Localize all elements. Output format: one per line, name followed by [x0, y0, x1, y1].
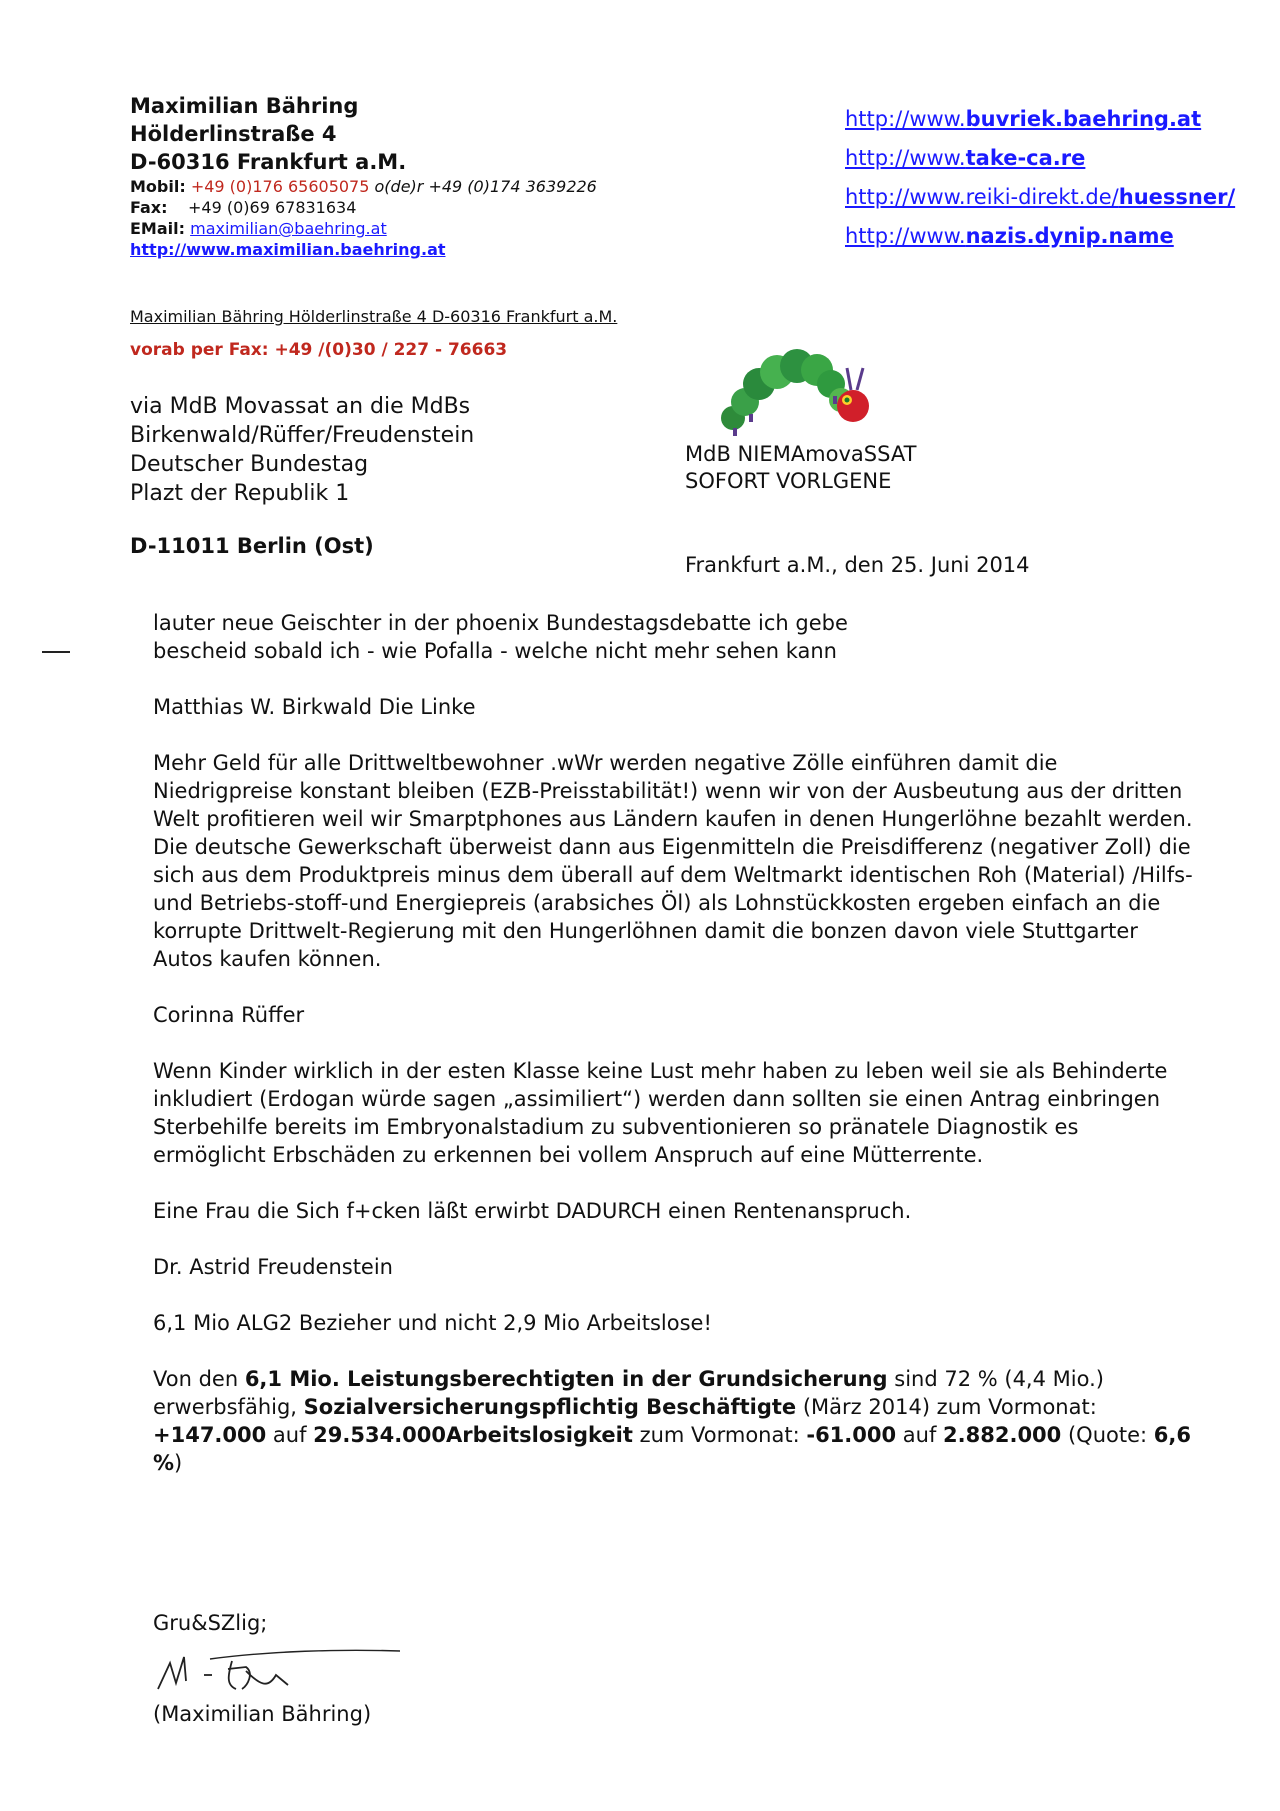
sender-website	[130, 239, 750, 260]
mobil-or: o(de)r	[374, 177, 424, 196]
link-buvriek[interactable]: http://www.buvriek.baehring.at	[845, 107, 1202, 131]
heading-rueffer: Corinna Rüffer	[153, 1003, 305, 1027]
letter-body	[153, 609, 1193, 1477]
right-links	[845, 100, 1235, 256]
mobil-number: +49 (0)176 65605075	[190, 177, 370, 196]
paragraph-4: 6,1 Mio ALG2 Bezieher und nicht 2,9 Mio Arbeitslose!	[153, 1311, 712, 1335]
sender-block	[130, 92, 750, 260]
sender-mobil	[130, 176, 750, 197]
handwritten-signature	[150, 1645, 410, 1703]
fold-mark	[42, 651, 70, 653]
link-reiki[interactable]: http://www.reiki-direkt.de/huessner/	[845, 185, 1236, 209]
fax-number: +49 (0)69 67831634	[188, 198, 357, 217]
closing: Gru&SZlig;	[153, 1611, 268, 1635]
sender-name: Maximilian Bähring	[130, 94, 359, 118]
mobil-label: Mobil:	[130, 177, 186, 196]
sender-street: Hölderlinstraße 4	[130, 122, 337, 146]
fax-notice-label: vorab per Fax:	[130, 340, 269, 360]
fax-notice	[130, 340, 507, 360]
fax-notice-number: +49 /(0)30 / 227 - 76663	[274, 340, 508, 360]
note-line-2: SOFORT VORLGENE	[685, 469, 892, 493]
note-text	[685, 441, 916, 495]
recipient-line-3: Deutscher Bundestag	[130, 452, 369, 477]
stats-paragraph: Von den 6,1 Mio. Leistungsberechtigten in der Grundsicherung sind 72 % (4,4 Mio.) erwerbsfähig, Sozialversicherungspflichtig Beschäftigte (März 2014) zum Vormonat: +147.000 auf 29.534.000Arbeitslosigkeit zum Vormonat: -61.000 auf 2.882.000 (Quote: 6,6 %)	[153, 1367, 1191, 1475]
paragraph-2: Wenn Kinder wirklich in der esten Klasse keine Lust mehr haben zu leben weil sie als Behinderte inkludiert (Erdogan würde sagen „assimiliert“) werden dann sollten sie einen Antrag einbringen Sterbehilfe bereits im Embryonalstadium zu subventionieren so pränatele Diagnostik es ermöglicht Erbschäden zu erkennen bei vollem Anspruch auf eine Mütterrente.	[153, 1059, 1168, 1167]
recipient-line-1: via MdB Movassat an die MdBs	[130, 394, 471, 419]
email-link[interactable]: maximilian@baehring.at	[190, 219, 387, 238]
intro-line-1: lauter neue Geischter in der phoenix Bundestagsdebatte ich gebe	[153, 611, 848, 635]
intro-line-2: bescheid sobald ich - wie Pofalla - welche nicht mehr sehen kann	[153, 639, 837, 663]
sender-fax	[130, 197, 750, 218]
heading-birkwald: Matthias W. Birkwald Die Linke	[153, 695, 476, 719]
note-line-1: MdB NIEMAmovaSSAT	[685, 442, 917, 466]
heading-freudenstein: Dr. Astrid Freudenstein	[153, 1255, 393, 1279]
return-address: Maximilian Bähring Hölderlinstraße 4 D-60316 Frankfurt a.M.	[130, 307, 618, 326]
link-nazis-dynip[interactable]: http://www.nazis.dynip.name	[845, 224, 1174, 248]
recipient-city: D-11011 Berlin (Ost)	[130, 534, 374, 558]
recipient-address	[130, 392, 474, 508]
link-take-care[interactable]: http://www.take-ca.re	[845, 146, 1086, 170]
caterpillar-image	[715, 340, 875, 440]
recipient-line-4: Plazt der Republik 1	[130, 481, 350, 506]
paragraph-1: Mehr Geld für alle Drittweltbewohner .wWr werden negative Zölle einführen damit die Niedrigpreise konstant bleiben (EZB-Preisstabilität!) wenn wir von der Ausbeutung aus der dritten Welt profitieren weil wir Smarptphones aus Ländern kaufen in denen Hungerlöhne bezahlt werden. Die deutsche Gewerkschaft überweist dann aus Eigenmitteln die Preisdifferenz (negativer Zoll) die sich aus dem Produktpreis minus dem überall auf dem Weltmarkt identischen Roh (Material) /Hilfs-und Betriebs-stoff-und Energiepreis (arabsiches Öl) als Lohnstückkosten ergeben einfach an die korrupte Drittwelt-Regierung mit den Hungerlöhnen damit die bonzen davon viele Stuttgarter Autos kaufen können.	[153, 751, 1193, 971]
recipient-line-2: Birkenwald/Rüffer/Freudenstein	[130, 423, 475, 448]
email-label: EMail:	[130, 219, 186, 238]
website-link[interactable]: http://www.maximilian.baehring.at	[130, 240, 446, 259]
sender-city: D-60316 Frankfurt a.M.	[130, 150, 407, 174]
printed-name: (Maximilian Bähring)	[153, 1702, 372, 1726]
fax-label: Fax:	[130, 198, 168, 217]
paragraph-3: Eine Frau die Sich f+cken läßt erwirbt DADURCH einen Rentenanspruch.	[153, 1199, 912, 1223]
sender-email	[130, 218, 750, 239]
date-line: Frankfurt a.M., den 25. Juni 2014	[685, 553, 1030, 577]
mobil-number-2: +49 (0)174 3639226	[428, 177, 597, 196]
